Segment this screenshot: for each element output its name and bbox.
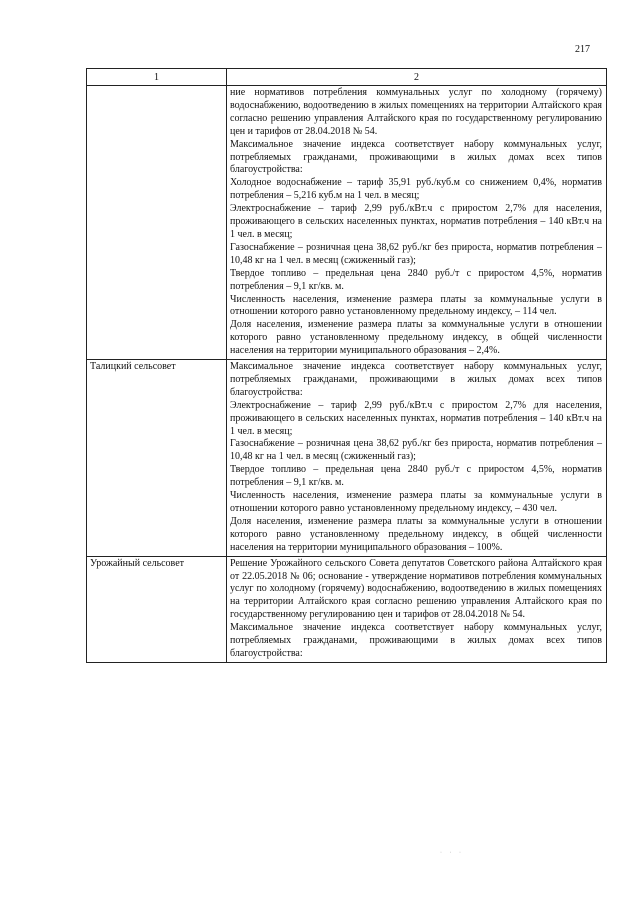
paragraph: Максимальное значение индекса соответствует набору коммунальных услуг, потребляемых гражданами, проживающими в жилых домах всех типов благоустройства: [230, 622, 602, 659]
table-row [87, 556, 607, 662]
paragraph: Твердое топливо – предельная цена 2840 руб./т с приростом 4,5%, норматив потребления – 9,1 кг/кв. м. [230, 464, 602, 489]
paragraph: Максимальное значение индекса соответствует набору коммунальных услуг, потребляемых гражданами, проживающими в жилых домах всех типов благоустройства: [230, 138, 602, 176]
table-row [87, 360, 607, 557]
page-number: 217 [575, 44, 590, 55]
paragraph: Доля населения, изменение размера платы за коммунальные услуги в отношении которого равно установленному предельному индексу, в общей численности населения на территории муниципального образования – 100%. [230, 515, 602, 553]
paragraph: Холодное водоснабжение – тариф 35,91 руб./куб.м со снижением 0,4%, норматив потребления – 5,216 куб.м на 1 чел. в месяц; [230, 177, 602, 202]
column-header-1: 1 [87, 69, 227, 86]
table-row [87, 86, 607, 360]
paragraph: Твердое топливо – предельная цена 2840 руб./т с приростом 4,5%, норматив потребления – 9,1 кг/кв. м. [230, 267, 602, 292]
row-description [227, 86, 607, 360]
municipality-name [87, 86, 227, 360]
paragraph: Газоснабжение – розничная цена 38,62 руб./кг без прироста, норматив потребления – 10,48 кг на 1 чел. в месяц (сжиженный газ); [230, 438, 602, 463]
municipality-name: Урожайный сельсовет [87, 556, 227, 662]
scan-specks: · · · [440, 850, 464, 856]
paragraph: Численность населения, изменение размера платы за коммунальные услуги в отношении которого равно установленному предельному индексу, – 114 чел. [230, 293, 602, 318]
row-description [227, 556, 607, 662]
paragraph: Электроснабжение – тариф 2,99 руб./кВт.ч с приростом 2,7% для населения, проживающего в сельских населенных пунктах, норматив потребления – 140 кВт.ч на 1 чел. в месяц; [230, 399, 602, 437]
municipality-name: Талицкий сельсовет [87, 360, 227, 557]
paragraph: Максимальное значение индекса соответствует набору коммунальных услуг, потребляемых гражданами, проживающими в жилых домах всех типов благоустройства: [230, 361, 602, 398]
document-table [86, 68, 607, 663]
paragraph: Доля населения, изменение размера платы за коммунальные услуги в отношении которого равно установленному предельному индексу, в общей численности населения на территории муниципального образования – 2,4%. [230, 319, 602, 357]
paragraph: Решение Урожайного сельского Совета депутатов Советского района Алтайского края от 22.05.2018 № 06; основание - утверждение нормативов потребления коммунальных услуг по холодному (горячему) водоснабжению, водоотведению в жилых помещениях на территории Алтайского края согласно решению управления Алтайского края по государственному регулированию цен и тарифов от 28.04.2018 № 54. [230, 557, 602, 621]
table-header-row [87, 69, 607, 86]
paragraph: Газоснабжение – розничная цена 38,62 руб./кг без прироста, норматив потребления – 10,48 кг на 1 чел. в месяц (сжиженный газ); [230, 241, 602, 266]
row-description [227, 360, 607, 557]
paragraph: ние нормативов потребления коммунальных услуг по холодному (горячему) водоснабжению, водоотведению в жилых помещениях на территории Алтайского края согласно решению управления Алтайского края по государственному регулированию цен и тарифов от 28.04.2018 № 54. [230, 87, 602, 137]
column-header-2: 2 [227, 69, 607, 86]
paragraph: Численность населения, изменение размера платы за коммунальные услуги в отношении которого равно установленному предельному индексу, – 430 чел. [230, 490, 602, 514]
paragraph: Электроснабжение – тариф 2,99 руб./кВт.ч с приростом 2,7% для населения, проживающего в сельских населенных пунктах, норматив потребления – 140 кВт.ч на 1 чел. в месяц; [230, 203, 602, 240]
